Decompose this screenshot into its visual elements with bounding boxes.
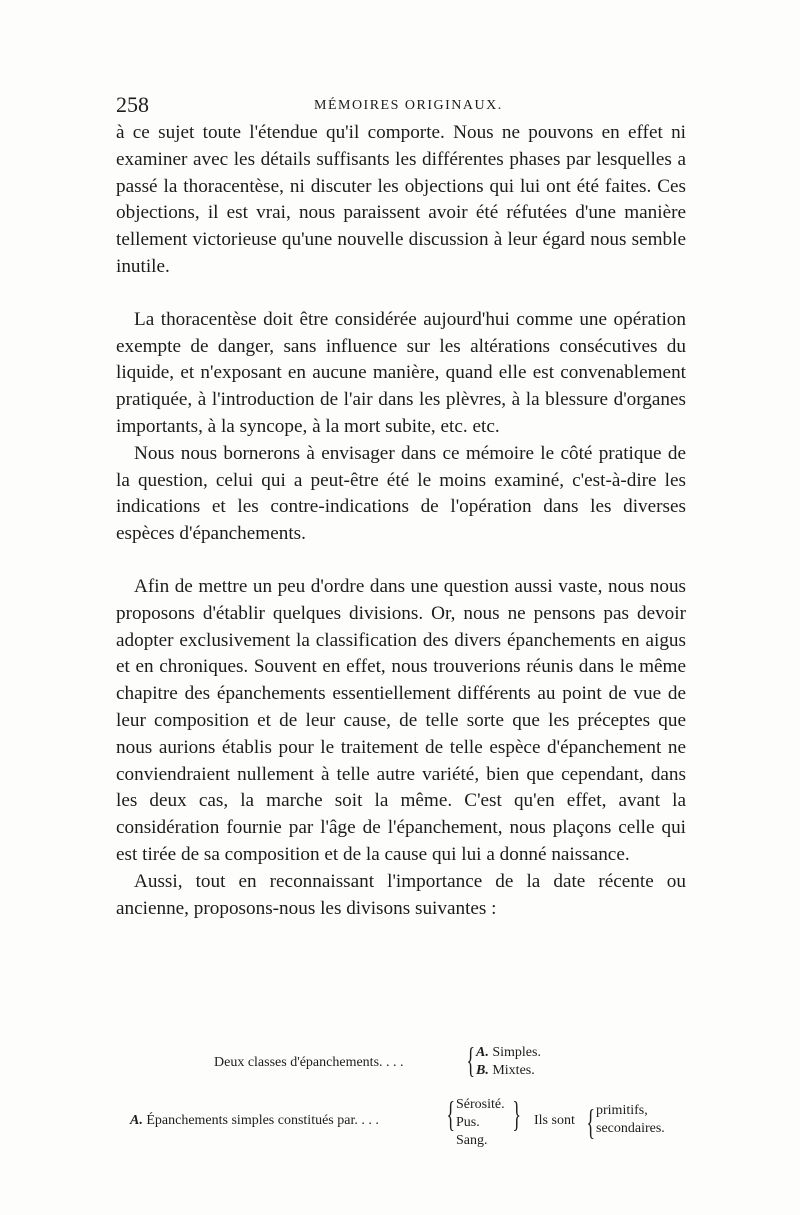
closing-brace-icon: }	[512, 1094, 521, 1134]
kind-sang: Sang.	[456, 1133, 488, 1148]
outcome-primitifs: primitifs,	[596, 1103, 648, 1118]
simples-letter: A.	[130, 1113, 143, 1128]
paragraph-continuation: à ce sujet toute l'étendue qu'il comporte. Nous ne pouvons en effet ni examiner avec les détails suffisants les différentes phases par lesquelles a passé la thoracentèse, ni discuter les objections qui lui ont été faites. Ces objections, il est vrai, nous paraissent avoir été réfutées d'une manière tellement victorieuse qu'une nouvelle discussion à leur égard nous semble inutile.	[116, 122, 686, 277]
simples-text: Épanchements simples constitués par. . . .	[146, 1113, 379, 1128]
page-header	[116, 92, 696, 122]
simples-label	[130, 1112, 379, 1130]
option-text: Simples.	[492, 1045, 541, 1060]
option-mixtes	[476, 1062, 541, 1080]
paragraph-scope: Nous nous bornerons à envisager dans ce mémoire le côté pratique de la question, celui qui a peut-être été le moins examiné, c'est-à-dire les indications et les contre-indications de l'opération dans les diverses espèces d'épanchements.	[116, 442, 686, 545]
option-letter: B.	[476, 1063, 489, 1078]
paragraph-divisions: Afin de mettre un peu d'ordre dans une question aussi vaste, nous nous proposons d'établir quelques divisions. Or, nous ne pensons pas devoir adopter exclusivement la classification des divers épanchements en aigus et en chroniques. Souvent en effet, nous trouverions réunis dans le même chapitre des épanchements essentiellement différents au point de vue de leur composition et de leur cause, de telle sorte que les préceptes que nous aurions établis pour le traitement de telle espèce d'épanchement ne conviendraient nullement à telle autre variété, bien que cependant, dans les deux cas, la marche soit la même. C'est qu'en effet, avant la considération fournie par l'âge de l'épanchement, nous plaçons celle qui est tirée de sa composition et de la cause qui lui a donné naissance.	[116, 575, 686, 865]
brace-icon: {	[586, 1102, 595, 1142]
kind-pus: Pus.	[456, 1115, 480, 1130]
outcomes-list	[596, 1102, 665, 1138]
page-number: 258	[116, 92, 149, 117]
option-letter: A.	[476, 1045, 489, 1060]
outcome-secondaires: secondaires.	[596, 1121, 665, 1136]
option-simples	[476, 1044, 541, 1062]
option-text: Mixtes.	[492, 1063, 535, 1078]
kinds-list	[456, 1096, 505, 1150]
brace-icon: {	[446, 1094, 455, 1134]
body-text	[116, 120, 686, 922]
ils-sont-text: Ils sont	[534, 1113, 575, 1128]
brace-icon: {	[466, 1040, 475, 1080]
running-title: MÉMOIRES ORIGINAUX.	[314, 98, 503, 113]
classes-label: Deux classes d'épanchements. . . .	[214, 1055, 404, 1070]
kind-serosite: Sérosité.	[456, 1097, 505, 1112]
paragraph-intro-classification: Aussi, tout en reconnaissant l'importance de la date récente ou ancienne, proposons-nous les divisons suivantes :	[116, 870, 686, 919]
classes-options	[476, 1044, 541, 1080]
paragraph-thoracentese: La thoracentèse doit être considérée aujourd'hui comme une opération exempte de danger, sans influence sur les altérations consécutives du liquide, et n'exposant en aucune manière, quand elle est convenablement pratiquée, à l'introduction de l'air dans les plèvres, à la blessure d'organes importants, à la syncope, à la mort subite, etc. etc.	[116, 308, 686, 437]
